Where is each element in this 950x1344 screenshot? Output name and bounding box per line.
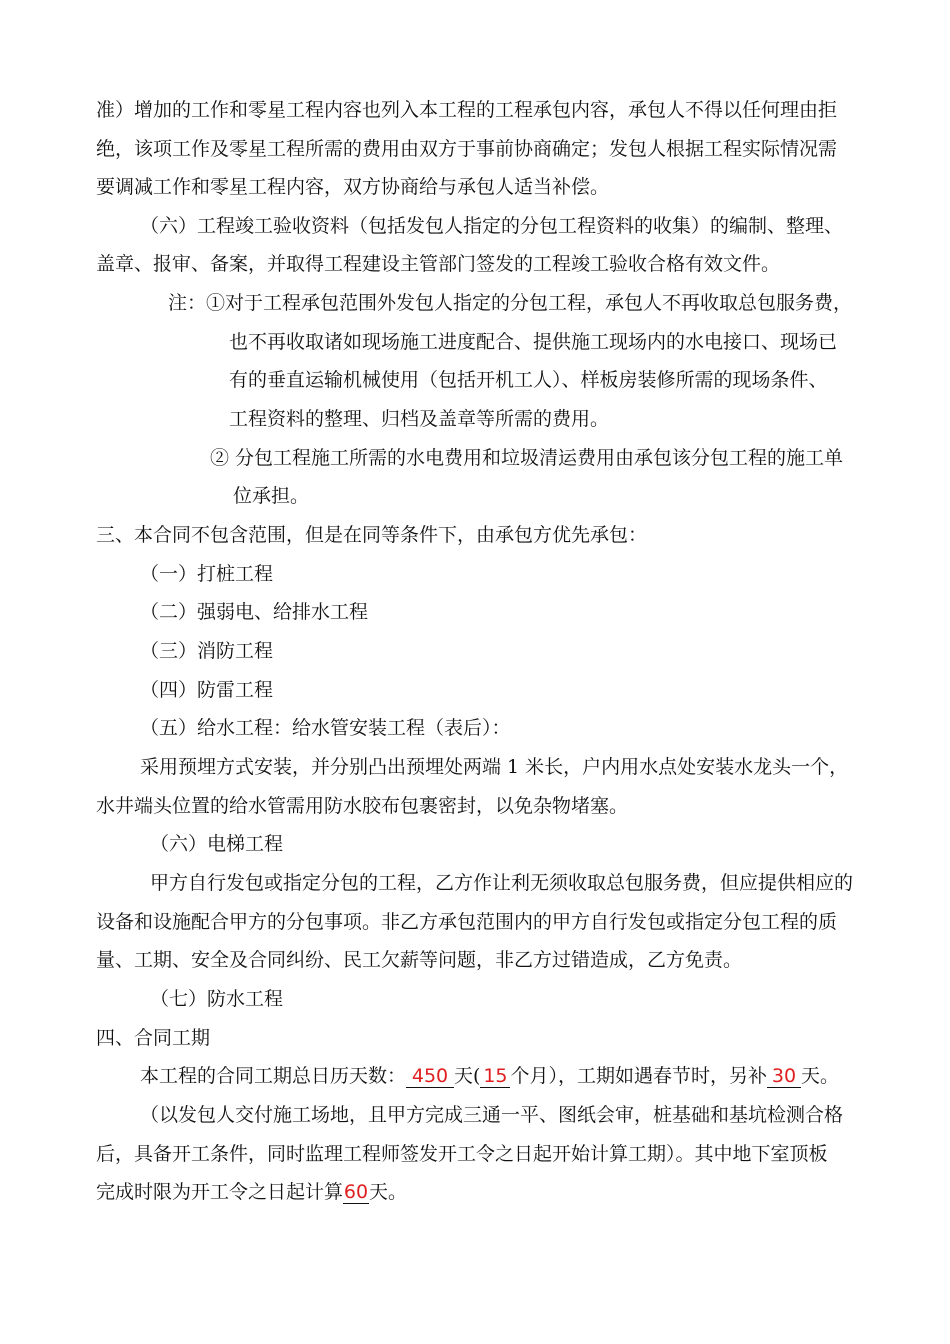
- text-line: 要调减工作和零星工程内容，双方协商给与承包人适当补偿。: [96, 176, 610, 198]
- months-suffix: 个月），工期如遇春节时，另补: [510, 1065, 767, 1087]
- list-item: （五）给水工程：给水管安装工程（表后）：: [140, 717, 511, 739]
- text-line: （六）工程竣工验收资料（包括发包人指定的分包工程资料的收集）的编制、整理、: [140, 215, 844, 237]
- text-line: 准）增加的工作和零星工程内容也列入本工程的工程承包内容，承包人不得以任何理由拒: [96, 99, 838, 121]
- note-line: 也不再收取诸如现场施工进度配合、提供施工现场内的水电接口、现场已: [229, 331, 838, 353]
- roof-days-value: 60: [343, 1181, 369, 1203]
- section-heading: 三、本合同不包含范围，但是在同等条件下，由承包方优先承包：: [96, 524, 648, 546]
- extra-days-value: 30: [767, 1066, 801, 1088]
- text-line: 设备和设施配合甲方的分包事项。非乙方承包范围内的甲方自行发包或指定分包工程的质: [96, 911, 838, 933]
- text-line: 水井端头位置的给水管需用防水胶布包裹密封，以免杂物堵塞。: [96, 795, 629, 817]
- roof-suffix: 天。: [369, 1181, 408, 1203]
- note-line: 注：①对于工程承包范围外发包人指定的分包工程，承包人不再收取总包服务费，: [168, 292, 853, 314]
- roof-deadline-line: [96, 1180, 407, 1204]
- text-line: 绝，该项工作及零星工程所需的费用由双方于事前协商确定；发包人根据工程实际情况需: [96, 138, 838, 160]
- text-line: 后，具备开工条件，同时监理工程师签发开工令之日起开始计算工期）。其中地下室顶板: [96, 1143, 828, 1165]
- text-line: 盖章、报审、备案，并取得工程建设主管部门签发的工程竣工验收合格有效文件。: [96, 253, 781, 275]
- list-item: （一）打桩工程: [140, 563, 274, 585]
- text-line: 采用预埋方式安装，并分别凸出预埋处两端 1 米长，户内用水点处安装水龙头一个，: [140, 756, 849, 778]
- roof-prefix: 完成时限为开工令之日起计算: [96, 1181, 344, 1203]
- note-line: 工程资料的整理、归档及盖章等所需的费用。: [229, 408, 610, 430]
- months-value: 15: [480, 1066, 510, 1088]
- text-line: 量、工期、安全及合同纠纷、民工欠薪等问题，非乙方过错造成，乙方免责。: [96, 949, 743, 971]
- note-line: 位承担。: [233, 485, 310, 507]
- list-item: （四）防雷工程: [140, 679, 274, 701]
- list-item: （二）强弱电、给排水工程: [140, 601, 369, 623]
- section-heading: 四、合同工期: [96, 1027, 211, 1049]
- list-item: （七）防水工程: [150, 988, 284, 1010]
- duration-suffix: 天。: [800, 1065, 839, 1087]
- total-days-value: 450: [406, 1066, 454, 1088]
- list-item: （三）消防工程: [140, 640, 274, 662]
- text-line: （以发包人交付施工场地，且甲方完成三通一平、图纸会审，桩基础和基坑检测合格: [140, 1104, 844, 1126]
- note-line: ② 分包工程施工所需的水电费用和垃圾清运费用由承包该分包工程的施工单: [210, 447, 844, 469]
- duration-prefix: 本工程的合同工期总日历天数：: [140, 1065, 407, 1087]
- duration-line: [140, 1064, 839, 1088]
- list-item: （六）电梯工程: [150, 833, 284, 855]
- days-unit: 天(: [454, 1065, 481, 1087]
- note-line: 有的垂直运输机械使用（包括开机工人）、样板房装修所需的现场条件、: [229, 369, 828, 391]
- text-line: 甲方自行发包或指定分包的工程，乙方作让利无须收取总包服务费，但应提供相应的: [150, 872, 854, 894]
